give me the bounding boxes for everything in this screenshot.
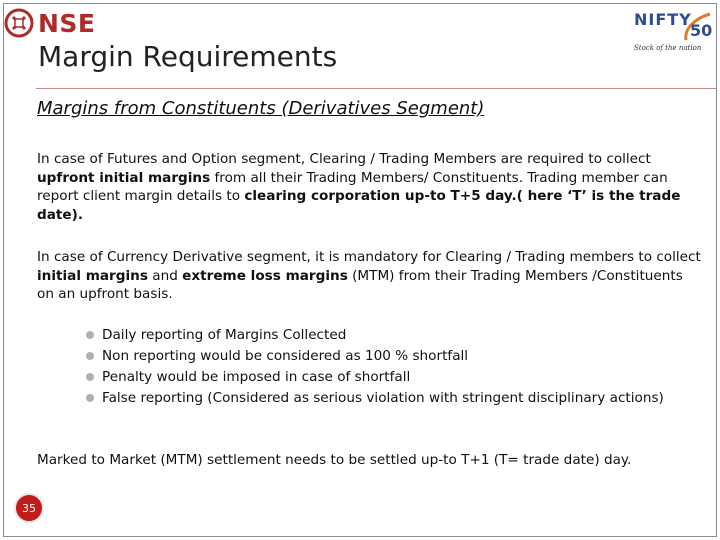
page-title: Margin Requirements — [38, 40, 338, 73]
bullet-dot-icon — [86, 373, 94, 381]
para2-text-3: (MTM) from their Trading Members /Constituents on an upfront basis. — [37, 267, 683, 302]
list-item — [85, 326, 693, 344]
nifty-logo — [630, 8, 716, 56]
para1-bold-1: upfront initial margins — [37, 169, 211, 186]
list-item — [85, 347, 693, 365]
bullet-dot-icon — [86, 394, 94, 402]
para1-bold-2: clearing corporation up-to T+5 day.( here ‘T’ is the trade date). — [37, 188, 681, 223]
para1-text-2: from all their Trading Members/ Constituents. Trading member can report client margin details to — [37, 169, 668, 204]
mtm-settlement-paragraph: Marked to Market (MTM) settlement needs to be settled up-to T+1 (T= trade date) day. — [37, 452, 632, 468]
bullet-dot-icon — [86, 352, 94, 360]
list-item — [85, 368, 693, 386]
list-item-text: False reporting (Considered as serious violation with stringent disciplinary actions) — [102, 390, 664, 406]
para2-text-2: and — [147, 267, 183, 284]
list-item-text: Non reporting would be considered as 100 % shortfall — [102, 348, 469, 364]
reporting-bullet-list — [85, 326, 693, 410]
para2-bold-1: initial margins — [37, 267, 148, 284]
nifty-logo-number: 50 — [690, 21, 713, 40]
para1-text-1: In case of Futures and Option segment, Clearing / Trading Members are required to collect — [37, 151, 651, 167]
para2-bold-2: extreme loss margins — [182, 267, 348, 284]
list-item-text: Penalty would be imposed in case of shortfall — [102, 369, 411, 385]
nse-logo — [4, 6, 96, 40]
nse-logo-text: NSE — [38, 8, 96, 38]
list-item — [85, 389, 693, 407]
nifty-swoosh-icon — [682, 10, 714, 44]
title-divider — [36, 88, 716, 89]
para2-text-1: In case of Currency Derivative segment, it is mandatory for Clearing / Trading members to collect — [37, 249, 701, 265]
bullet-dot-icon — [86, 331, 94, 339]
nifty-logo-text: NIFTY — [634, 10, 692, 29]
futures-options-paragraph — [37, 150, 697, 224]
section-subtitle: Margins from Constituents (Derivatives Segment) — [37, 98, 485, 119]
currency-derivative-paragraph — [37, 248, 702, 304]
list-item-text: Daily reporting of Margins Collected — [102, 327, 347, 343]
nse-emblem-icon — [4, 8, 34, 38]
page-number-badge: 35 — [14, 493, 44, 523]
nifty-tagline: Stock of the nation — [634, 44, 702, 52]
